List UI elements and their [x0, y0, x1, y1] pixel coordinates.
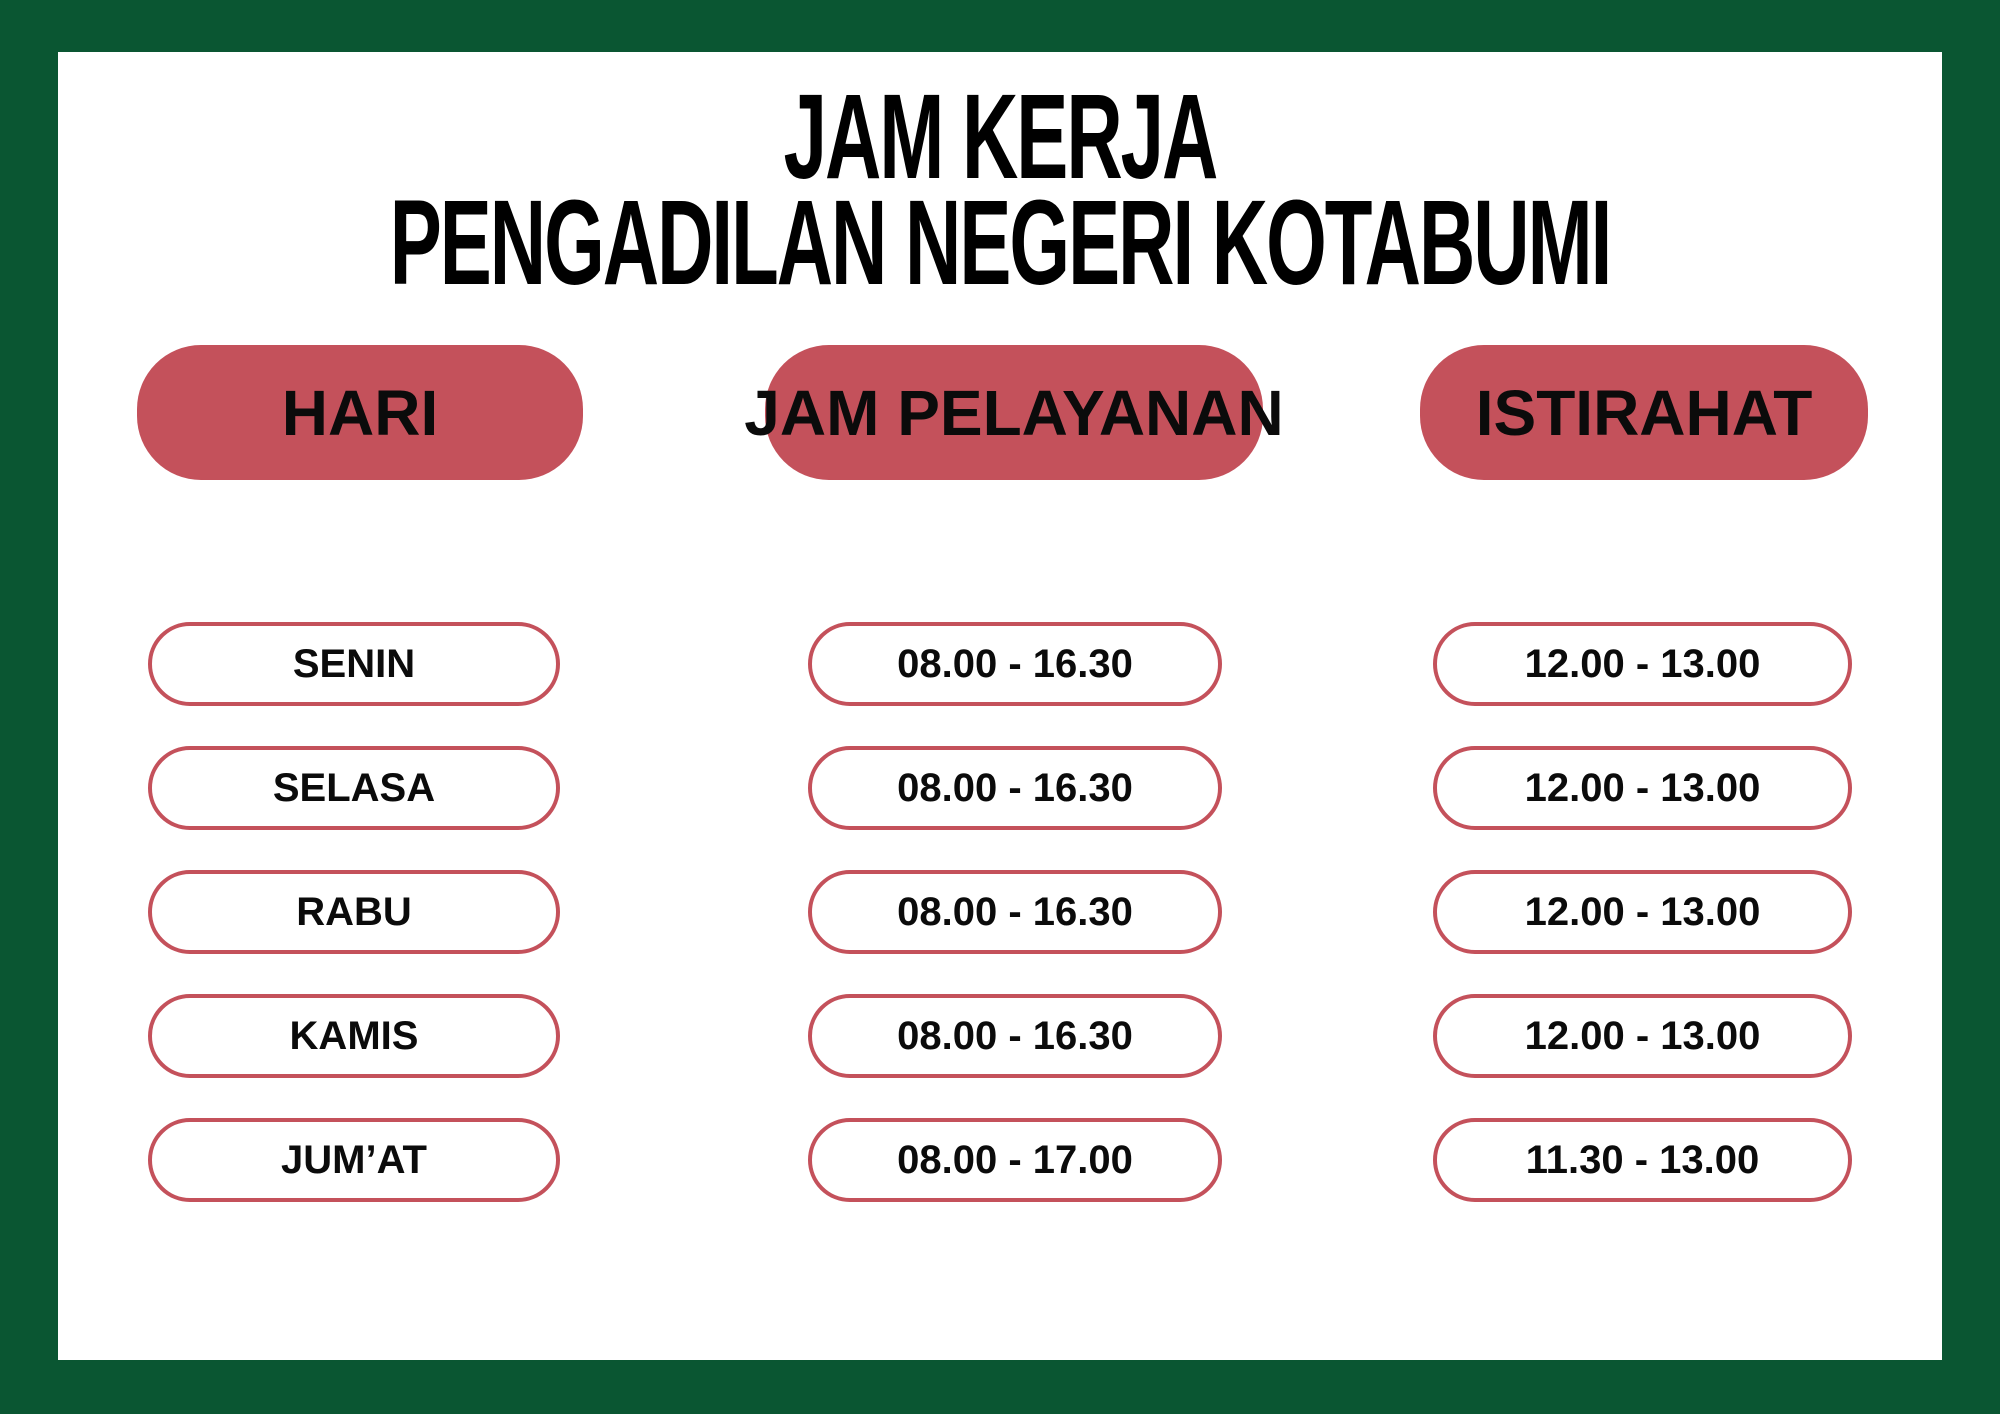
- cell-label: 12.00 - 13.00: [1524, 889, 1761, 934]
- cell-label: RABU: [296, 889, 412, 934]
- cell-rabu-jam-pelayanan: [808, 870, 1222, 954]
- cell-senin-istirahat: [1433, 622, 1852, 706]
- cell-label: JUM’AT: [281, 1137, 427, 1182]
- column-header-istirahat-label: ISTIRAHAT: [1475, 376, 1813, 449]
- column-header-hari: [137, 345, 583, 480]
- cell-selasa-istirahat: [1433, 746, 1852, 830]
- cell-label: SELASA: [272, 765, 436, 810]
- cell-jumat-jam-pelayanan: [808, 1118, 1222, 1202]
- poster-title: JAM KERJA: [783, 67, 1217, 205]
- poster-panel: [58, 52, 1942, 1360]
- cell-rabu-hari: [148, 870, 560, 954]
- column-header-hari-label: HARI: [281, 376, 439, 449]
- cell-jumat-hari: [148, 1118, 560, 1202]
- cell-label: 08.00 - 16.30: [897, 889, 1133, 934]
- cell-label: SENIN: [292, 641, 416, 686]
- cell-label: 08.00 - 16.30: [897, 1013, 1133, 1058]
- cell-jumat-istirahat: [1433, 1118, 1852, 1202]
- cell-label: 12.00 - 13.00: [1524, 765, 1761, 810]
- column-header-jam-pelayanan: [744, 345, 1284, 480]
- cell-senin-jam-pelayanan: [808, 622, 1222, 706]
- cell-kamis-istirahat: [1433, 994, 1852, 1078]
- cell-label: 08.00 - 16.30: [897, 641, 1133, 686]
- cell-label: 08.00 - 17.00: [897, 1137, 1133, 1182]
- cell-kamis-hari: [148, 994, 560, 1078]
- cell-label: 11.30 - 13.00: [1525, 1137, 1760, 1182]
- column-header-jam-pelayanan-label: JAM PELAYANAN: [744, 376, 1284, 449]
- cell-rabu-istirahat: [1433, 870, 1852, 954]
- cell-label: 12.00 - 13.00: [1524, 1013, 1761, 1058]
- cell-label: 12.00 - 13.00: [1524, 641, 1761, 686]
- cell-label: KAMIS: [289, 1013, 419, 1058]
- cell-selasa-jam-pelayanan: [808, 746, 1222, 830]
- cell-label: 08.00 - 16.30: [897, 765, 1133, 810]
- cell-selasa-hari: [148, 746, 560, 830]
- cell-kamis-jam-pelayanan: [808, 994, 1222, 1078]
- cell-senin-hari: [148, 622, 560, 706]
- column-header-istirahat: [1420, 345, 1868, 480]
- poster-subtitle: PENGADILAN NEGERI KOTABUMI: [389, 173, 1611, 311]
